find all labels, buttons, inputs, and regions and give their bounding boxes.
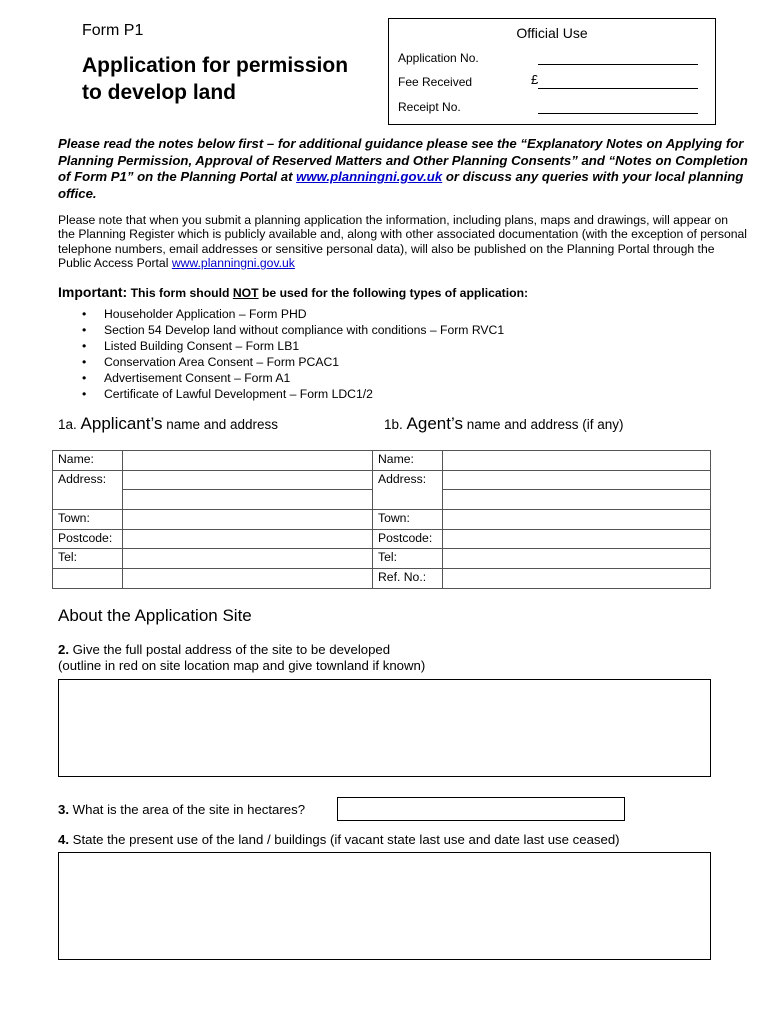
receipt-no-field[interactable] [538, 113, 698, 114]
fee-received-label: Fee Received [398, 75, 473, 89]
question-4 [58, 832, 620, 847]
applicant-blank-cell [53, 569, 123, 589]
agent-name-label: Name: [373, 451, 443, 471]
list-item: • Conservation Area Consent – Form PCAC1 [80, 354, 504, 370]
public-access-link[interactable]: www.planningni.gov.uk [171, 256, 295, 271]
important-text-2: be used for the following types of application: [258, 286, 529, 300]
applicant-name-field[interactable] [123, 451, 373, 471]
q2-text: Give the full postal address of the site to be developed [69, 642, 391, 657]
applicant-postcode-field[interactable] [123, 529, 373, 549]
list-item: • Certificate of Lawful Development – Form LDC1/2 [80, 386, 504, 402]
receipt-no-label: Receipt No. [398, 100, 461, 114]
section-1a-number: 1a. [58, 417, 77, 432]
pound-sign: £ [531, 72, 539, 87]
present-use-field[interactable] [58, 852, 711, 960]
site-section-heading: About the Application Site [58, 606, 252, 625]
important-label: Important: [58, 284, 128, 300]
agent-postcode-field[interactable] [443, 529, 711, 549]
section-1a-subtitle: name and address [162, 417, 279, 432]
agent-ref-field[interactable] [443, 569, 711, 589]
q3-number: 3. [58, 802, 69, 817]
q3-text: What is the area of the site in hectares? [69, 802, 306, 817]
site-area-field[interactable] [337, 797, 625, 821]
important-text-1: This form should [127, 286, 233, 300]
q2-number: 2. [58, 642, 69, 657]
official-use-heading: Official Use [516, 25, 588, 41]
agent-tel-label: Tel: [373, 549, 443, 569]
agent-town-field[interactable] [443, 510, 711, 530]
applicant-tel-field[interactable] [123, 549, 373, 569]
section-1b-heading [384, 414, 624, 434]
applicant-address-field-1[interactable] [123, 470, 373, 490]
agent-ref-label: Ref. No.: [373, 569, 443, 589]
agent-postcode-label: Postcode: [373, 529, 443, 549]
q4-number: 4. [58, 832, 69, 847]
intro-text-2: or discuss any queries with your local planning office. [58, 169, 744, 201]
section-1a-heading [58, 414, 278, 434]
applicant-name-label: Name: [53, 451, 123, 471]
intro-paragraph [58, 136, 748, 202]
fee-received-field[interactable] [538, 88, 698, 89]
important-not: NOT [232, 286, 259, 300]
applicant-address-field-2[interactable] [123, 490, 373, 510]
site-address-field[interactable] [58, 679, 711, 777]
excluded-applications-list [80, 306, 504, 402]
form-number: Form P1 [82, 22, 144, 39]
official-use-box [388, 18, 716, 125]
application-no-label: Application No. [398, 51, 479, 65]
title-line-2: to develop land [82, 81, 237, 104]
section-1a-title: Applicant’s [80, 414, 163, 433]
applicant-address-label: Address: [53, 470, 123, 509]
applicant-town-field[interactable] [123, 510, 373, 530]
q4-text: State the present use of the land / buildings (if vacant state last use and date last use ceased) [69, 832, 620, 847]
list-item: • Listed Building Consent – Form LB1 [80, 338, 504, 354]
list-item: • Advertisement Consent – Form A1 [80, 370, 504, 386]
applicant-extra-field[interactable] [123, 569, 373, 589]
applicant-tel-label: Tel: [53, 549, 123, 569]
agent-address-field-1[interactable] [443, 470, 711, 490]
applicant-agent-table [52, 450, 711, 589]
question-3 [58, 802, 305, 817]
agent-name-field[interactable] [443, 451, 711, 471]
title-line-1: Application for permission [82, 54, 349, 77]
list-item: • Section 54 Develop land without compliance with conditions – Form RVC1 [80, 322, 504, 338]
section-1b-subtitle: name and address (if any) [462, 417, 624, 432]
register-note-text: Please note that when you submit a planning application the information, including plans, maps and drawings, will appear on the Planning Register which is publicly available and, along with other associated documentation (with the exception of personal telephone numbers, email addresses or sensitive personal data), will also be published on the Planning Portal through the Public Access Portal [58, 213, 748, 271]
section-1b-title: Agent’s [406, 414, 463, 433]
page-title [82, 52, 348, 106]
agent-tel-field[interactable] [443, 549, 711, 569]
q2-subtext: (outline in red on site location map and give townland if known) [58, 658, 426, 673]
applicant-postcode-label: Postcode: [53, 529, 123, 549]
agent-town-label: Town: [373, 510, 443, 530]
application-no-field[interactable] [538, 64, 698, 65]
list-item: • Householder Application – Form PHD [80, 306, 504, 322]
agent-address-label: Address: [373, 470, 443, 509]
intro-text-1: Please read the notes below first – for additional guidance please see the “Explanatory Notes on Applying for Planning Permission, Approval of Reserved Matters and Other Planning Consents” and “Notes on Completion of Form P1” on the Planning Portal at [58, 136, 748, 184]
agent-address-field-2[interactable] [443, 490, 711, 510]
planning-portal-link[interactable]: www.planningni.gov.uk [296, 169, 443, 184]
question-2 [58, 642, 425, 674]
important-notice [58, 284, 528, 300]
applicant-town-label: Town: [53, 510, 123, 530]
register-note [58, 213, 748, 271]
section-1b-number: 1b. [384, 417, 403, 432]
